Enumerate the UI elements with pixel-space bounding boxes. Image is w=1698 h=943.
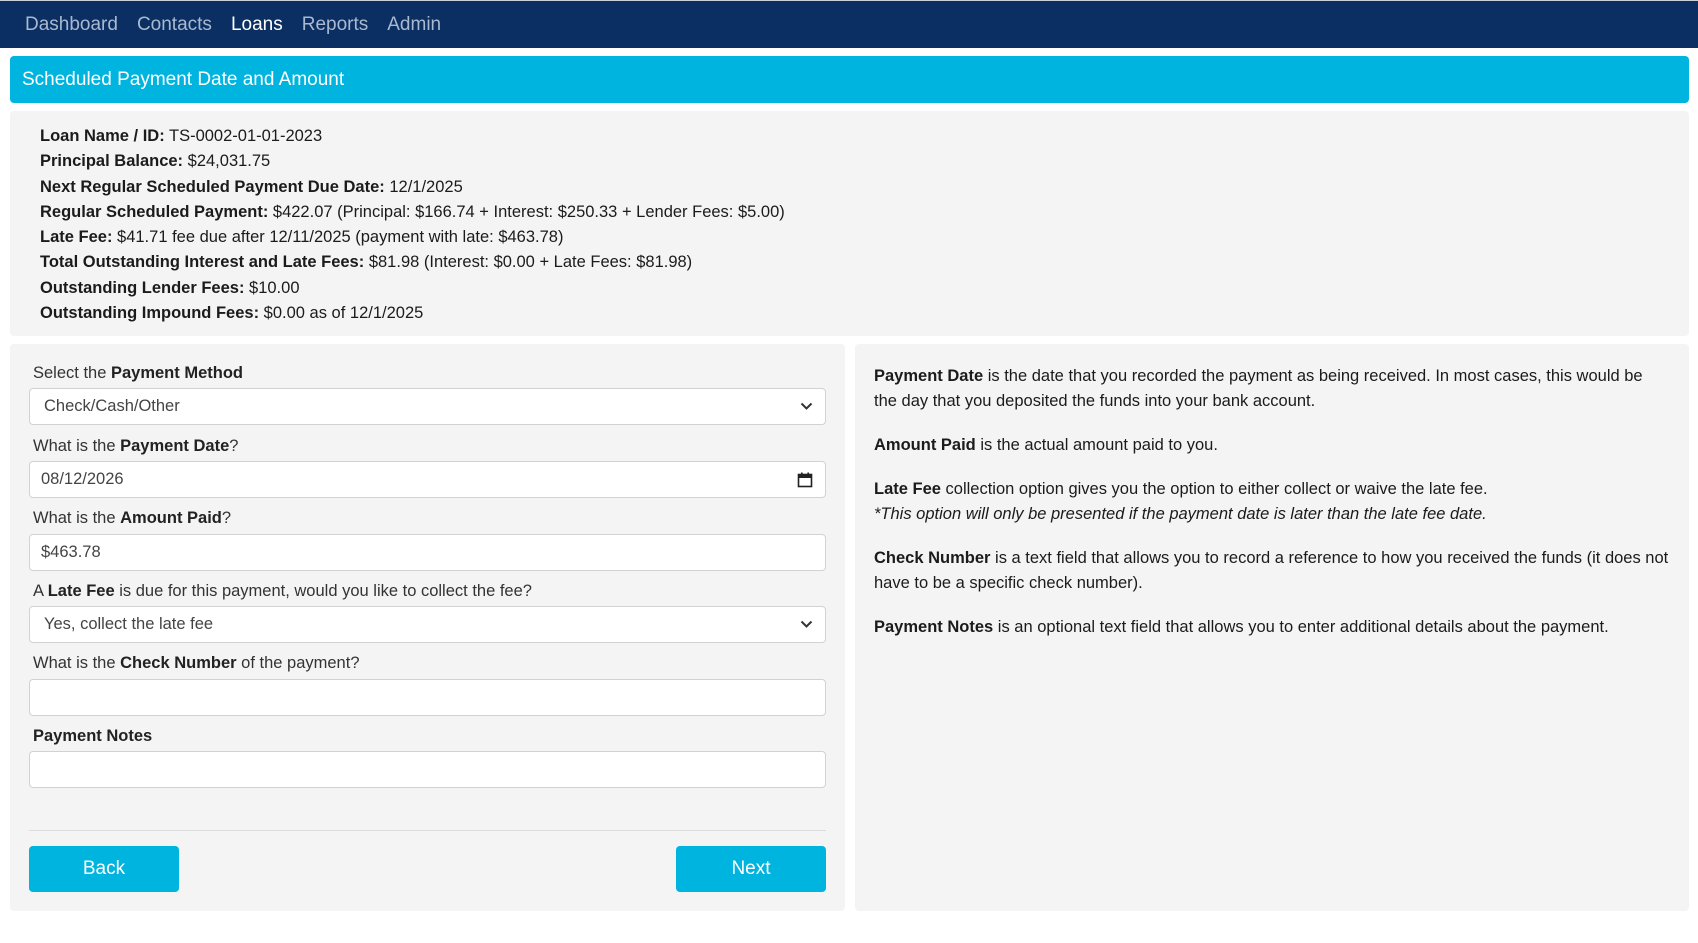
payment-method-select[interactable] <box>29 388 826 425</box>
chevron-down-icon <box>799 618 813 632</box>
payment-date-input[interactable] <box>29 461 826 498</box>
summary-regular-payment: Regular Scheduled Payment: $422.07 (Principal: $166.74 + Interest: $250.33 + Lender Fees: $5.00) <box>40 202 785 221</box>
nav-item-reports[interactable]: Reports <box>301 13 369 35</box>
help-amount-paid: Amount Paid is the actual amount paid to you. <box>874 436 1218 454</box>
late-fee-value: Yes, collect the late fee <box>44 615 214 633</box>
late-fee-select[interactable] <box>29 606 826 643</box>
next-button[interactable]: Next <box>676 846 826 892</box>
form-divider <box>29 830 826 831</box>
chevron-down-icon <box>799 400 813 414</box>
payment-method-label: Select the Payment Method <box>33 364 243 382</box>
summary-principal-balance: Principal Balance: $24,031.75 <box>40 152 271 171</box>
calendar-icon[interactable] <box>796 471 814 489</box>
check-number-label: What is the Check Number of the payment? <box>33 654 360 672</box>
loan-summary-panel <box>10 111 1689 336</box>
amount-paid-input[interactable] <box>29 534 826 571</box>
summary-impound-fees: Outstanding Impound Fees: $0.00 as of 12/1/2025 <box>40 304 424 323</box>
summary-late-fee: Late Fee: $41.71 fee due after 12/11/2025 (payment with late: $463.78) <box>40 228 564 247</box>
summary-outstanding-interest: Total Outstanding Interest and Late Fees: $81.98 (Interest: $0.00 + Late Fees: $81.98) <box>40 253 693 272</box>
payment-notes-input[interactable] <box>29 751 826 788</box>
help-late-fee-note: *This option will only be presented if the payment date is later than the late fee date. <box>874 505 1487 523</box>
page-title-banner <box>10 56 1689 103</box>
nav-item-contacts[interactable]: Contacts <box>136 13 212 35</box>
late-fee-label: A Late Fee is due for this payment, would you like to collect the fee? <box>33 582 532 600</box>
payment-notes-label: Payment Notes <box>33 727 153 745</box>
help-payment-date: Payment Date is the date that you recorded the payment as being received. In most cases, this would be the day that you deposited the funds into your bank account. <box>874 367 1643 410</box>
check-number-input[interactable] <box>29 679 826 716</box>
summary-lender-fees: Outstanding Lender Fees: $10.00 <box>40 278 300 297</box>
payment-method-value: Check/Cash/Other <box>44 397 180 415</box>
back-button[interactable]: Back <box>29 846 179 892</box>
page-title: Scheduled Payment Date and Amount <box>22 68 345 90</box>
help-payment-notes: Payment Notes is an optional text field that allows you to enter additional details about the payment. <box>874 618 1609 636</box>
nav-item-dashboard[interactable]: Dashboard <box>25 13 118 35</box>
payment-form-panel <box>10 344 845 911</box>
payment-date-label: What is the Payment Date? <box>33 437 239 455</box>
nav-item-admin[interactable]: Admin <box>387 13 442 35</box>
help-late-fee: Late Fee collection option gives you the option to either collect or waive the late fee. *This option will only be presented if the payment date is later than the late fee date. <box>874 480 1488 523</box>
amount-paid-label: What is the Amount Paid? <box>33 509 232 527</box>
help-check-number: Check Number is a text field that allows you to record a reference to how you received the funds (it does not have to be a specific check number). <box>874 549 1669 592</box>
help-panel <box>855 344 1689 911</box>
top-nav <box>0 0 1698 48</box>
payment-date-value: 08/12/2026 <box>41 470 124 488</box>
summary-loan-name: Loan Name / ID: TS-0002-01-01-2023 <box>40 127 323 145</box>
summary-next-due-date: Next Regular Scheduled Payment Due Date: 12/1/2025 <box>40 177 463 196</box>
amount-paid-value: $463.78 <box>41 543 101 561</box>
nav-item-loans[interactable]: Loans <box>230 13 283 35</box>
